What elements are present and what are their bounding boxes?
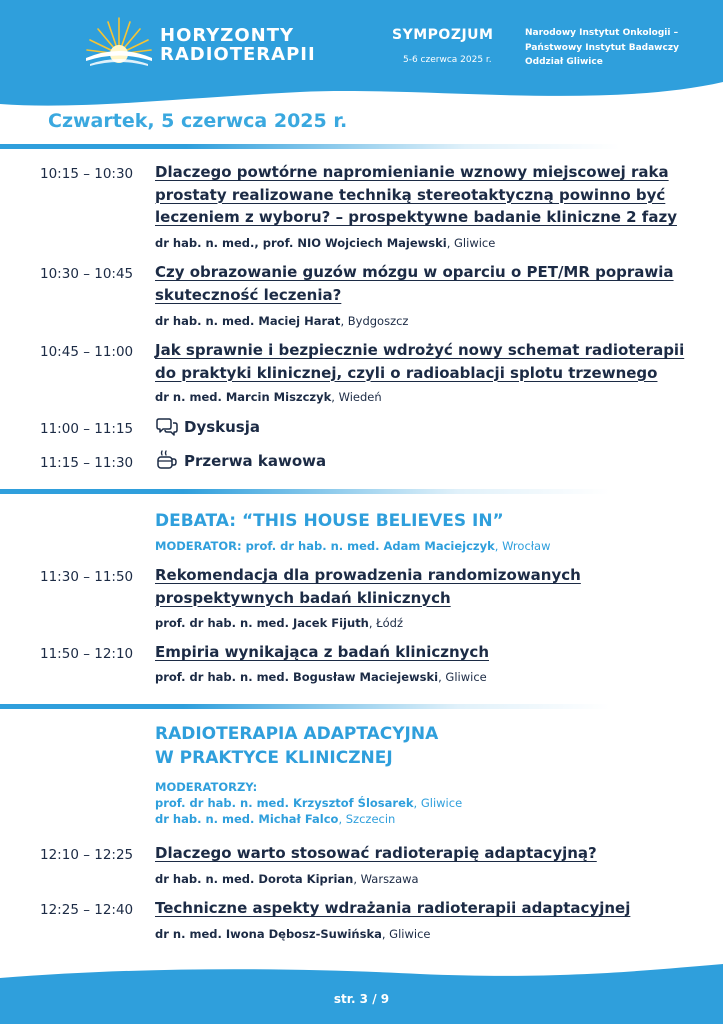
- speaker-city: , Bydgoszcz: [340, 314, 409, 328]
- moderator-entry: [155, 811, 462, 827]
- session-title[interactable]: Techniczne aspekty wdrażania radioterapii adaptacyjnej: [155, 899, 631, 917]
- session-time: 11:50 – 12:10: [40, 646, 134, 662]
- session-time: 10:15 – 10:30: [40, 166, 134, 182]
- speaker-name: dr n. med. Marcin Miszczyk: [155, 390, 332, 404]
- speaker-name: dr hab. n. med., prof. NIO Wojciech Majewski: [155, 236, 447, 250]
- session-speaker: [155, 314, 408, 328]
- session-speaker: [155, 390, 382, 404]
- brand-name: [160, 26, 316, 64]
- speaker-name: dr hab. n. med. Dorota Kiprian: [155, 872, 354, 886]
- speaker-city: , Warszawa: [353, 872, 419, 886]
- session-time: 10:45 – 11:00: [40, 344, 134, 360]
- institute-line-3: Oddział Gliwice: [525, 57, 603, 67]
- institute-name: [525, 26, 679, 70]
- coffee-break-label: Przerwa kawowa: [184, 452, 327, 470]
- discussion-time: 11:00 – 11:15: [40, 421, 134, 437]
- speaker-city: , Łódź: [368, 616, 404, 630]
- chat-bubbles-icon: [156, 417, 178, 437]
- debate-moderator: [155, 538, 551, 554]
- adaptive-section-title: [155, 722, 438, 770]
- brand-line-1: HORYZONTY: [160, 25, 295, 46]
- adaptive-moderators: [155, 779, 462, 827]
- coffee-break-time: 11:15 – 11:30: [40, 455, 134, 471]
- speaker-name: prof. dr hab. n. med. Jacek Fijuth: [155, 616, 369, 630]
- moderator-city: , Szczecin: [338, 812, 396, 826]
- session-title[interactable]: Empiria wynikająca z badań klinicznych: [155, 643, 489, 661]
- moderator-name: dr hab. n. med. Michał Falco: [155, 812, 339, 826]
- session-speaker: [155, 616, 403, 630]
- moderators-label: MODERATORZY:: [155, 780, 258, 794]
- session-speaker: [155, 927, 431, 941]
- session-time: 10:30 – 10:45: [40, 266, 134, 282]
- moderator-entry: [155, 795, 462, 811]
- speaker-city: , Gliwice: [446, 236, 496, 250]
- speaker-name: dr hab. n. med. Maciej Harat: [155, 314, 341, 328]
- session-time: 12:10 – 12:25: [40, 847, 134, 863]
- moderator-name: prof. dr hab. n. med. Krzysztof Ślosarek: [155, 796, 414, 810]
- speaker-name: prof. dr hab. n. med. Bogusław Maciejewski: [155, 670, 439, 684]
- speaker-city: , Wiedeń: [331, 390, 382, 404]
- session-speaker: [155, 236, 495, 250]
- moderator-city: , Wrocław: [494, 539, 551, 553]
- adaptive-title-line-2: W PRAKTYCE KLINICZNEJ: [155, 748, 393, 768]
- moderator-name: MODERATOR: prof. dr hab. n. med. Adam Maciejczyk: [155, 539, 495, 553]
- institute-line-2: Państwowy Instytut Badawczy: [525, 42, 679, 53]
- adaptive-title-line-1: RADIOTERAPIA ADAPTACYJNA: [155, 724, 439, 744]
- section-divider: [0, 144, 620, 149]
- section-divider: [0, 489, 610, 494]
- brand-line-2: RADIOTERAPII: [160, 44, 316, 65]
- session-title[interactable]: Rekomendacja dla prowadzenia randomizowanych prospektywnych badań klinicznych: [155, 566, 581, 607]
- session-title[interactable]: Dlaczego powtórne napromienianie wznowy miejscowej raka prostaty realizowane techniką stereotaktyczną powinno być leczeniem z wyboru? – prospektywne badanie kliniczne 2 fazy: [155, 163, 677, 226]
- session-title[interactable]: Czy obrazowanie guzów mózgu w oparciu o PET/MR poprawia skuteczność leczenia?: [155, 263, 674, 304]
- session-speaker: [155, 872, 419, 886]
- institute-line-1: Narodowy Instytut Onkologii –: [525, 28, 679, 38]
- debate-section-title: DEBATA: “THIS HOUSE BELIEVES IN”: [155, 511, 504, 531]
- page-number: str. 3 / 9: [333, 992, 390, 1006]
- session-speaker: [155, 670, 487, 684]
- section-divider: [0, 704, 610, 709]
- symposium-date: 5-6 czerwca 2025 r.: [403, 55, 492, 65]
- session-title[interactable]: Dlaczego warto stosować radioterapię adaptacyjną?: [155, 844, 597, 862]
- symposium-label: SYMPOZJUM: [392, 27, 494, 43]
- coffee-cup-icon: [156, 450, 178, 472]
- session-title[interactable]: Jak sprawnie i bezpiecznie wdrożyć nowy schemat radioterapii do praktyki klinicznej, czyli o radioablacji splotu trzewnego: [155, 341, 685, 382]
- speaker-city: , Gliwice: [381, 927, 431, 941]
- moderator-city: , Gliwice: [413, 796, 463, 810]
- speaker-city: , Gliwice: [438, 670, 487, 684]
- speaker-name: dr n. med. Iwona Dębosz-Suwińska: [155, 927, 382, 941]
- session-time: 11:30 – 11:50: [40, 569, 134, 585]
- sun-logo-icon: [84, 14, 154, 70]
- day-title: Czwartek, 5 czerwca 2025 r.: [48, 110, 348, 132]
- discussion-label: Dyskusja: [184, 418, 261, 436]
- session-time: 12:25 – 12:40: [40, 902, 134, 918]
